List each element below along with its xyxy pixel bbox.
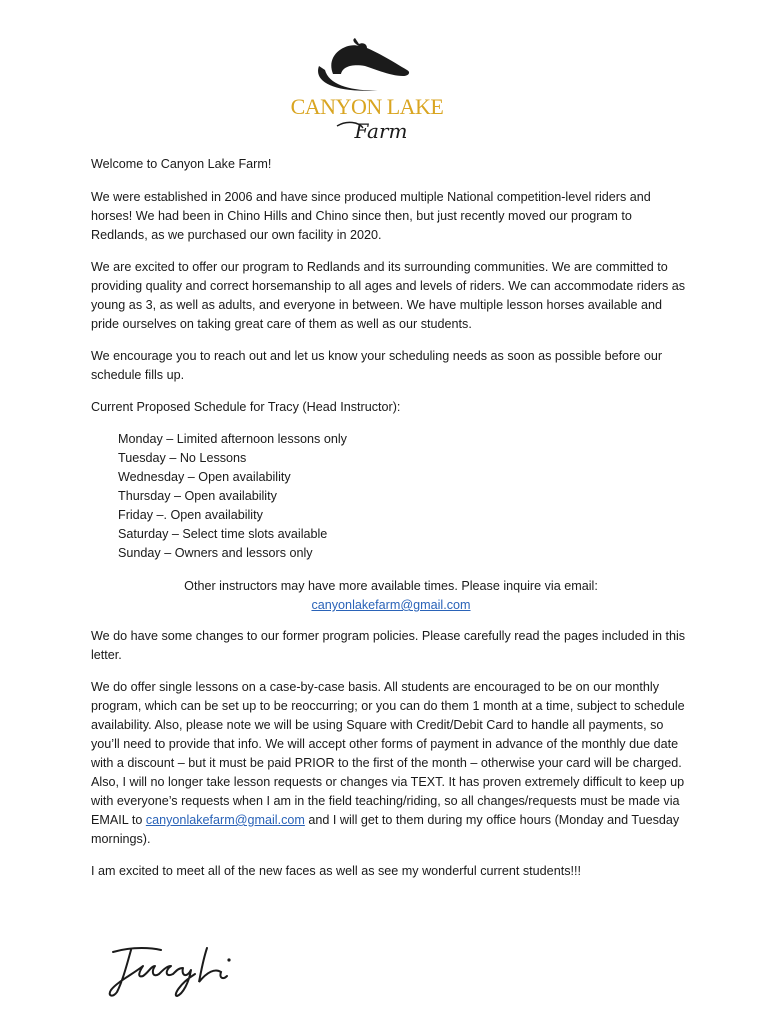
schedule-item-friday: Friday –. Open availability xyxy=(118,508,263,522)
lessons-text: We do offer single lessons on a case-by-case basis. All students are encouraged to be on our monthly program, which can be set up to be reoccurring; or you can do them 1 month at a time, subject to schedule availability. Also, please note we will be using Square with Credit/Debit Card to handle all payments, so you’ll need to provide that info. We will accept other forms of payment in advance of the monthly due date with a discount – but it must be paid PRIOR to the first of the month – otherwise your card will be charged. Also, I will no longer take lesson requests or changes via TEXT. It has proven extremely difficult to keep up with everyone’s requests when I am in the field teaching/riding, so all changes/requests must be made via EMAIL to xyxy=(91,680,685,827)
schedule-heading: Current Proposed Schedule for Tracy (Head Instructor): xyxy=(91,400,401,414)
schedule-list xyxy=(118,430,691,563)
handwritten-signature-icon xyxy=(103,938,243,1000)
email-link[interactable]: canyonlakefarm@gmail.com xyxy=(311,598,471,612)
paragraph-history: We were established in 2006 and have since produced multiple National competition-level riders and horses! We had been in Chino Hills and Chino since then, but just recently moved our program to Redlands, as we purchased our own facility in 2020. xyxy=(91,190,651,242)
schedule-item-thursday: Thursday – Open availability xyxy=(118,489,277,503)
schedule-item-saturday: Saturday – Select time slots available xyxy=(118,527,328,541)
greeting: Welcome to Canyon Lake Farm! xyxy=(91,157,272,171)
svg-text:CANYON LAKE: CANYON LAKE xyxy=(290,94,444,119)
lessons-text-end: and I will get to them during my office hours (Monday and Tuesday mornings). xyxy=(91,813,680,846)
paragraph-scheduling: We encourage you to reach out and let us know your scheduling needs as soon as possible before our schedule fills up. xyxy=(91,349,663,382)
paragraph-lessons xyxy=(91,678,691,849)
schedule-item-tuesday: Tuesday – No Lessons xyxy=(118,451,247,465)
letter-body xyxy=(91,155,691,894)
signature xyxy=(103,938,243,1000)
inquire-block xyxy=(91,577,691,615)
horse-head-icon xyxy=(285,36,450,146)
schedule-item-wednesday: Wednesday – Open availability xyxy=(118,470,291,484)
paragraph-program: We are excited to offer our program to Redlands and its surrounding communities. We are committed to providing quality and correct horsemanship to all ages and levels of riders. We can accommodate riders as young as 3, as well as adults, and everyone in between. We have multiple lesson horses available and pride ourselves on taking great care of them as well as our students. xyxy=(91,260,686,331)
inquire-text: Other instructors may have more available times. Please inquire via email: xyxy=(184,579,598,593)
canyon-lake-farm-logo xyxy=(285,36,450,146)
paragraph-policies: We do have some changes to our former program policies. Please carefully read the pages included in this letter. xyxy=(91,629,686,662)
closing: I am excited to meet all of the new faces as well as see my wonderful current students!!! xyxy=(91,864,581,878)
schedule-item-monday: Monday – Limited afternoon lessons only xyxy=(118,432,347,446)
schedule-item-sunday: Sunday – Owners and lessors only xyxy=(118,546,313,560)
svg-text:Farm: Farm xyxy=(354,119,408,143)
email-link-inline[interactable]: canyonlakefarm@gmail.com xyxy=(145,813,305,827)
